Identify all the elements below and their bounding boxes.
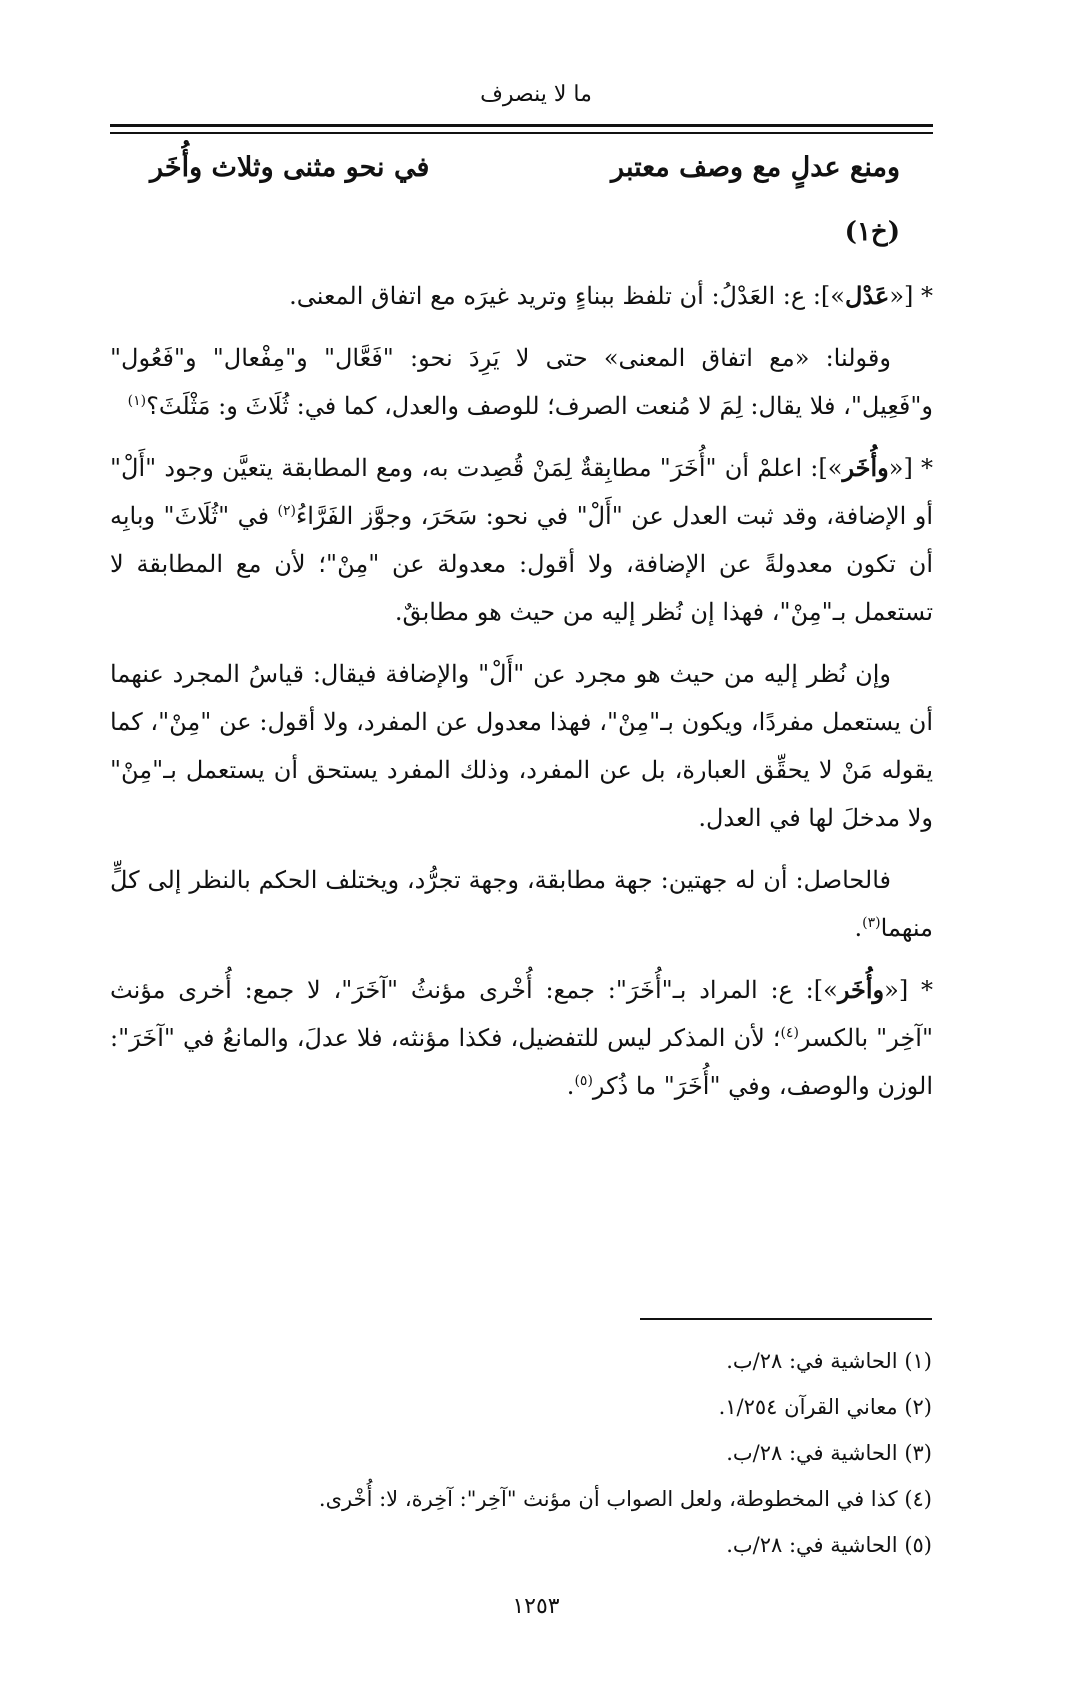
entry-keyword: وأُخَر bbox=[842, 453, 889, 482]
footnote-ref: (٤) bbox=[780, 1025, 799, 1041]
footnote-item: (١) الحاشية في: ٢٨/ب. bbox=[726, 1349, 932, 1373]
footnote-separator bbox=[640, 1318, 932, 1320]
footnote-item: (٣) الحاشية في: ٢٨/ب. bbox=[726, 1441, 932, 1465]
footnote-item: (٥) الحاشية في: ٢٨/ب. bbox=[726, 1533, 932, 1557]
verse-reference: (خ١) bbox=[844, 217, 900, 247]
footnote-item: (٤) كذا في المخطوطة، ولعل الصواب أن مؤنث "آخِر": آخِرة، لا: أُخْرى. bbox=[318, 1487, 932, 1511]
entry-marker-close: »]: bbox=[802, 454, 843, 482]
verse-first-hemistich: ومنع عدلٍ مع وصف معتبر bbox=[611, 152, 900, 183]
paragraph-tajarrud bbox=[110, 650, 933, 842]
header-rule-thin bbox=[110, 132, 933, 134]
entry-marker: * [« bbox=[889, 282, 933, 310]
paragraph-text: اعلمْ أن "أُخَرَ" مطابِقةٌ لِمَنْ قُصِدت به، ومع المطابقة يتعيَّن وجود "أَلْ" أو الإضافة، وقد ثبت العدل عن "أَلْ" في نحو: سَحَرَ، وجوَّز الفَرَّاءُ bbox=[110, 454, 933, 530]
paragraph-text: وقولنا: «مع اتفاق المعنى» حتى لا يَرِدَ نحو: "فَعَّال" و"مِفْعال" و"فَعُول" و"فَعِيل"، فلا يقال: لِمَ لا مُنعت الصرف؛ للوصف والعدل، كما في: ثُلَاثَ و: مَثْلَثَ؟ bbox=[110, 344, 933, 420]
body-text bbox=[110, 272, 933, 1124]
header-rule-thick bbox=[110, 124, 933, 127]
paragraph-ittifaq bbox=[110, 334, 933, 430]
paragraph-hasil bbox=[110, 856, 933, 952]
entry-keyword: وأُخَر bbox=[837, 975, 885, 1004]
footnote-item: (٢) معاني القرآن ١/٢٥٤. bbox=[718, 1395, 932, 1419]
footnote-ref: (٥) bbox=[574, 1073, 593, 1089]
footnote-ref: (٢) bbox=[277, 503, 297, 519]
paragraph-text-tail: . bbox=[566, 1072, 575, 1100]
paragraph-text-tail: ؛ لأن المذكر ليس للتفضيل، فكذا مؤنثه، فلا عدلَ، والمانعُ في "آخَرَ": الوزن والوصف، وفي "أُخَرَ" ما ذُكر bbox=[110, 1024, 933, 1100]
paragraph-text: ع: المراد بـ"أُخَرَ": جمع: أُخْرى مؤنثُ "آخَرَ"، لا جمع: أُخرى مؤنث "آخِر" بالكسر bbox=[110, 976, 933, 1052]
paragraph-ukhar-2 bbox=[110, 966, 933, 1110]
entry-marker-close: »]: bbox=[805, 282, 845, 310]
footnote-ref: (١) bbox=[127, 393, 147, 409]
paragraph-adl bbox=[110, 272, 933, 320]
entry-marker-close: »]: bbox=[792, 976, 838, 1004]
entry-keyword: عَدْل bbox=[844, 281, 890, 310]
paragraph-text-tail: . bbox=[854, 914, 863, 942]
page-number: ١٢٥٣ bbox=[512, 1594, 560, 1619]
entry-marker: * [« bbox=[888, 454, 933, 482]
paragraph-text: فالحاصل: أن له جهتين: جهة مطابقة، وجهة تجرُّد، ويختلف الحكم بالنظر إلى كلٍّ منهما bbox=[110, 866, 933, 942]
verse-line bbox=[150, 152, 900, 200]
paragraph-text-tail: في "ثُلَاثَ" وبابِه أن تكون معدولةً عن الإضافة، ولا أقول: معدولة عن "مِنْ"؛ لأن مع المطابقة لا تستعمل بـ"مِنْ"، فهذا إن نُظر إليه من حيث هو مطابقٌ. bbox=[110, 502, 933, 626]
paragraph-text: ع: العَدْلُ: أن تلفظ ببناءٍ وتريد غيرَه مع اتفاق المعنى. bbox=[289, 282, 806, 310]
paragraph-ukhar-1 bbox=[110, 444, 933, 636]
running-head: ما لا ينصرف bbox=[480, 82, 592, 107]
entry-marker: * [« bbox=[884, 976, 933, 1004]
paragraph-text: وإن نُظر إليه من حيث هو مجرد عن "أَلْ" والإضافة فيقال: قياسُ المجرد عنهما أن يستعمل مفردًا، ويكون بـ"مِنْ"، فهذا معدول عن المفرد، ولا أقول: عن "مِنْ"، كما يقوله مَنْ لا يحقِّق العبارة، بل عن المفرد، وذلك المفرد يستحق أن يستعمل بـ"مِنْ" ولا مدخلَ لها في العدل. bbox=[110, 660, 933, 832]
verse-second-hemistich: في نحو مثنى وثلاث وأُخَر bbox=[150, 152, 430, 183]
footnote-ref: (٣) bbox=[862, 915, 881, 931]
footnotes bbox=[152, 1338, 932, 1568]
